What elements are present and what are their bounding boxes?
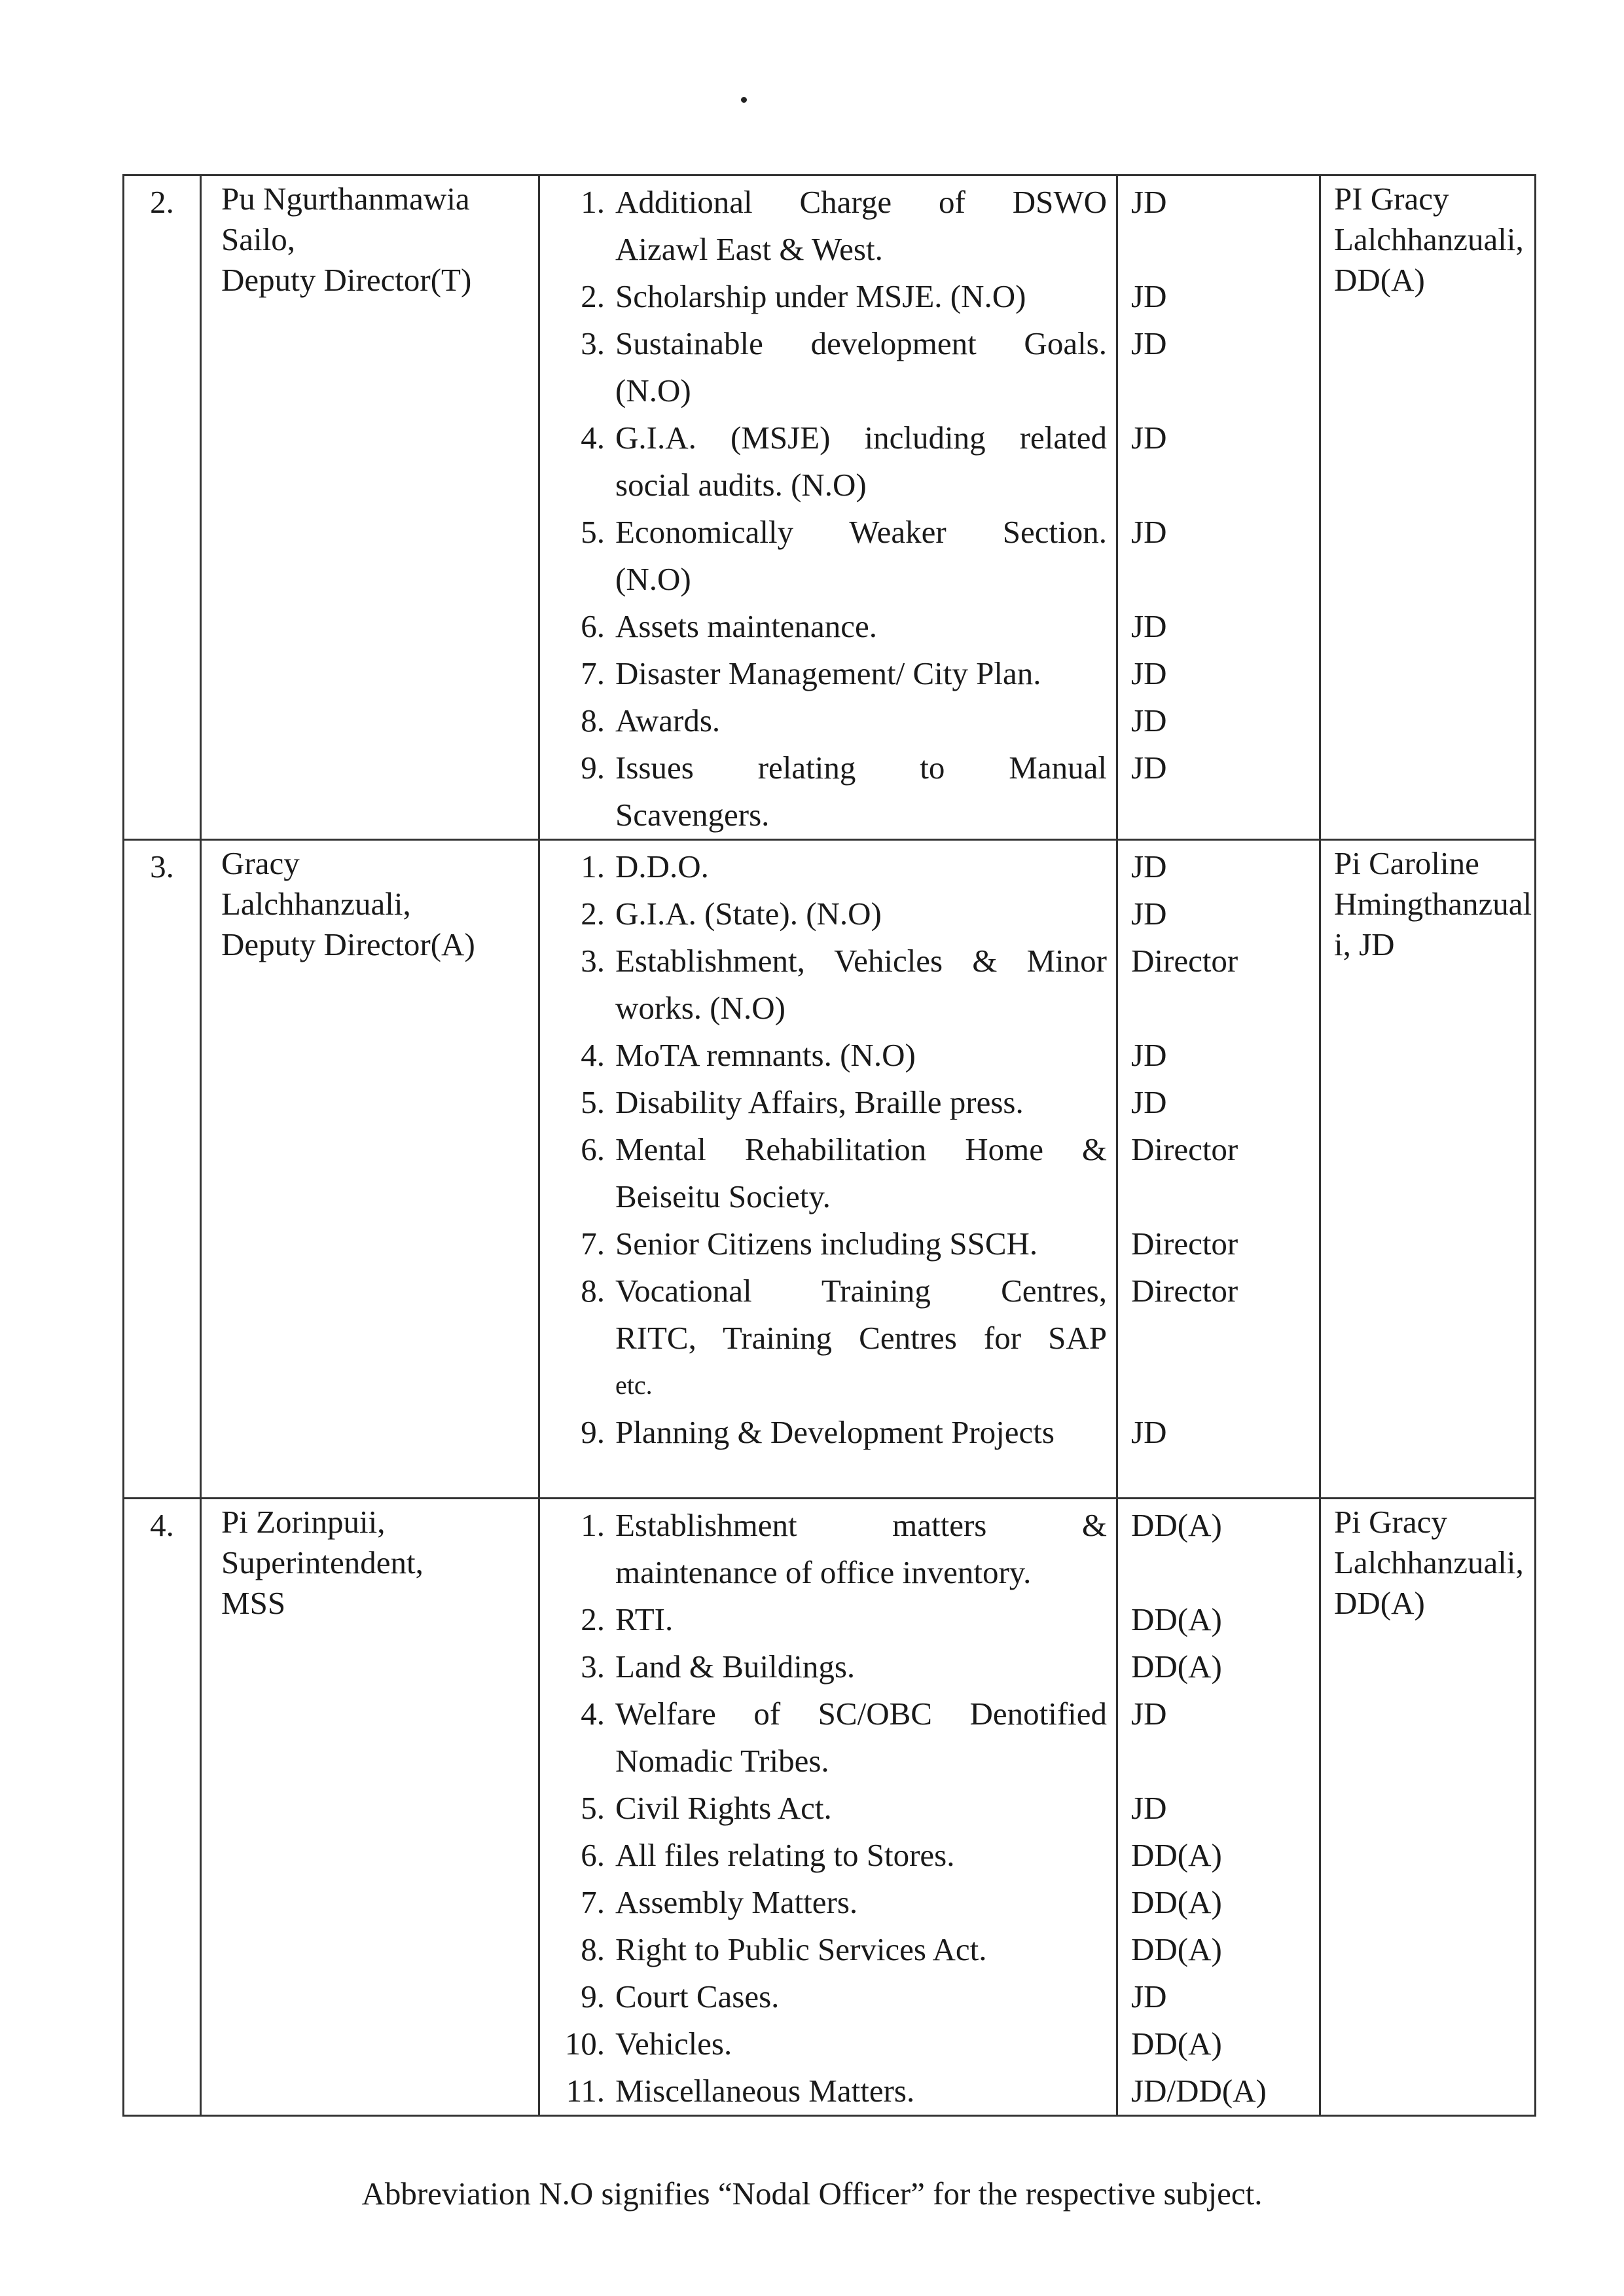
officer-name-line: Pu Ngurthanmawia [221,181,470,217]
authority-entry: JD [1131,1978,1167,2014]
subjects-cell [539,175,1117,840]
authority-entry [1131,1549,1319,1596]
authority-entry: JD [1131,608,1167,644]
subject-item: 4. MoTA remnants. (N.O) [581,1037,916,1073]
authority-entry: JD [1131,896,1167,932]
reporting-line: Lalchhanzuali, [1334,1544,1524,1580]
authority-entry: Director [1131,1226,1238,1262]
officer-name-line: Lalchhanzuali, [221,886,411,922]
authority-entry [1131,1315,1319,1362]
authority-entry: Director [1131,1273,1238,1309]
subject-item: 3. Land & Buildings. [581,1649,856,1685]
officer-cell [201,175,539,840]
subject-item: 5. Disability Affairs, Braille press. [581,1084,1024,1120]
subject-item: 6. All files relating to Stores. [581,1837,955,1873]
reporting-line: i, JD [1334,926,1395,962]
subject-item: 9. Issues relating to Manual Scavengers. [581,750,1107,833]
authority-entry: JD [1131,325,1167,361]
serial-number: 2. [124,175,201,840]
authority-entry [1131,556,1319,603]
table-row [124,1499,1536,2116]
subject-item: 9. Planning & Development Projects [581,1414,1055,1450]
authority-entry [1131,985,1319,1032]
officer-name-line: Pi Zorinpuii, [221,1504,386,1540]
authority-entry: JD [1131,278,1167,314]
reporting-line: Lalchhanzuali, [1334,221,1524,257]
subject-item: 10. Vehicles. [564,2026,732,2062]
reporting-line: Pi Gracy [1334,1504,1447,1540]
subject-item: 7. Disaster Management/ City Plan. [581,655,1041,691]
authority-entry: DD(A) [1131,2026,1222,2062]
authority-entry [1131,367,1319,414]
authority-entry [1131,226,1319,273]
subject-item: 1. D.D.O. [581,848,709,884]
subject-item: 4. G.I.A. (MSJE) including related social audits. (N.O) [581,420,1107,503]
reporting-line: PI Gracy [1334,181,1449,217]
authority-entry: JD [1131,1696,1167,1732]
authority-entry: JD [1131,848,1167,884]
subject-item: 6. Assets maintenance. [581,608,878,644]
work-allocation-table [122,174,1536,2117]
subject-item: 8. Awards. [581,702,721,738]
officer-designation: MSS [221,1585,286,1621]
authority-entry [1131,1738,1319,1785]
subject-item: 1. Additional Charge of DSWO Aizawl East & West. [581,184,1107,267]
authority-entry: DD(A) [1131,1507,1222,1543]
subject-item: 6. Mental Rehabilitation Home & Beiseitu Society. [581,1131,1107,1214]
authority-entry: DD(A) [1131,1601,1222,1637]
reporting-line: DD(A) [1334,262,1425,298]
subject-item: 2. RTI. [581,1601,674,1637]
reporting-officer-cell [1320,175,1536,840]
authority-cell [1117,840,1320,1499]
authority-entry: DD(A) [1131,1884,1222,1920]
authority-entry: Director [1131,1131,1238,1167]
reporting-line: Hmingthanzual [1334,886,1532,922]
authority-entry: JD [1131,1084,1167,1120]
subject-item: 5. Civil Rights Act. [581,1790,832,1826]
authority-entry [1131,1362,1319,1409]
authority-entry: JD [1131,420,1167,456]
officer-cell [201,840,539,1499]
subject-item: 2. Scholarship under MSJE. (N.O) [581,278,1026,314]
reporting-officer-cell [1320,1499,1536,2116]
authority-entry [1131,462,1319,509]
authority-entry: JD [1131,1414,1167,1450]
subjects-cell [539,840,1117,1499]
table-row [124,175,1536,840]
authority-entry: JD [1131,655,1167,691]
officer-cell [201,1499,539,2116]
authority-entry: DD(A) [1131,1837,1222,1873]
page-mark-dot [741,97,747,103]
table-row [124,840,1536,1499]
authority-entry: JD [1131,184,1167,220]
subject-item: 3. Sustainable development Goals. (N.O) [581,325,1107,409]
officer-name-line: Superintendent, [221,1544,424,1580]
authority-cell [1117,1499,1320,2116]
officer-designation: Deputy Director(A) [221,926,475,962]
authority-entry: JD [1131,1790,1167,1826]
reporting-line: Pi Caroline [1334,845,1479,881]
officer-name-line: Sailo, [221,221,295,257]
authority-entry: DD(A) [1131,1649,1222,1685]
reporting-officer-cell [1320,840,1536,1499]
authority-cell [1117,175,1320,840]
subjects-cell [539,1499,1117,2116]
subject-item: 4. Welfare of SC/OBC Denotified Nomadic Tribes. [581,1696,1107,1779]
authority-entry: Director [1131,943,1238,979]
subject-item: 1. Establishment matters & maintenance of office inventory. [581,1507,1107,1590]
subject-item: 11. Miscellaneous Matters. [566,2073,915,2109]
authority-entry [1131,1173,1319,1220]
authority-entry: JD [1131,1037,1167,1073]
abbreviation-note: Abbreviation N.O signifies “Nodal Officer” for the respective subject. [361,2176,1263,2212]
subject-item: 9. Court Cases. [581,1978,780,2014]
authority-entry: DD(A) [1131,1931,1222,1967]
subject-item: 8. Vocational Training Centres, RITC, Training Centres for SAP etc. [581,1273,1107,1400]
subject-item: 7. Assembly Matters. [581,1884,858,1920]
authority-entry: JD [1131,514,1167,550]
subject-item: 2. G.I.A. (State). (N.O) [581,896,882,932]
subject-item: 5. Economically Weaker Section. (N.O) [581,514,1107,597]
subject-item: 3. Establishment, Vehicles & Minor works. (N.O) [581,943,1107,1026]
authority-entry: JD/DD(A) [1131,2073,1267,2109]
officer-name-line: Gracy [221,845,300,881]
reporting-line: DD(A) [1334,1585,1425,1621]
serial-number: 3. [124,840,201,1499]
serial-number: 4. [124,1499,201,2116]
officer-designation: Deputy Director(T) [221,262,472,298]
authority-entry: JD [1131,750,1167,786]
authority-entry: JD [1131,702,1167,738]
subject-item: 7. Senior Citizens including SSCH. [581,1226,1038,1262]
subject-item: 8. Right to Public Services Act. [581,1931,987,1967]
